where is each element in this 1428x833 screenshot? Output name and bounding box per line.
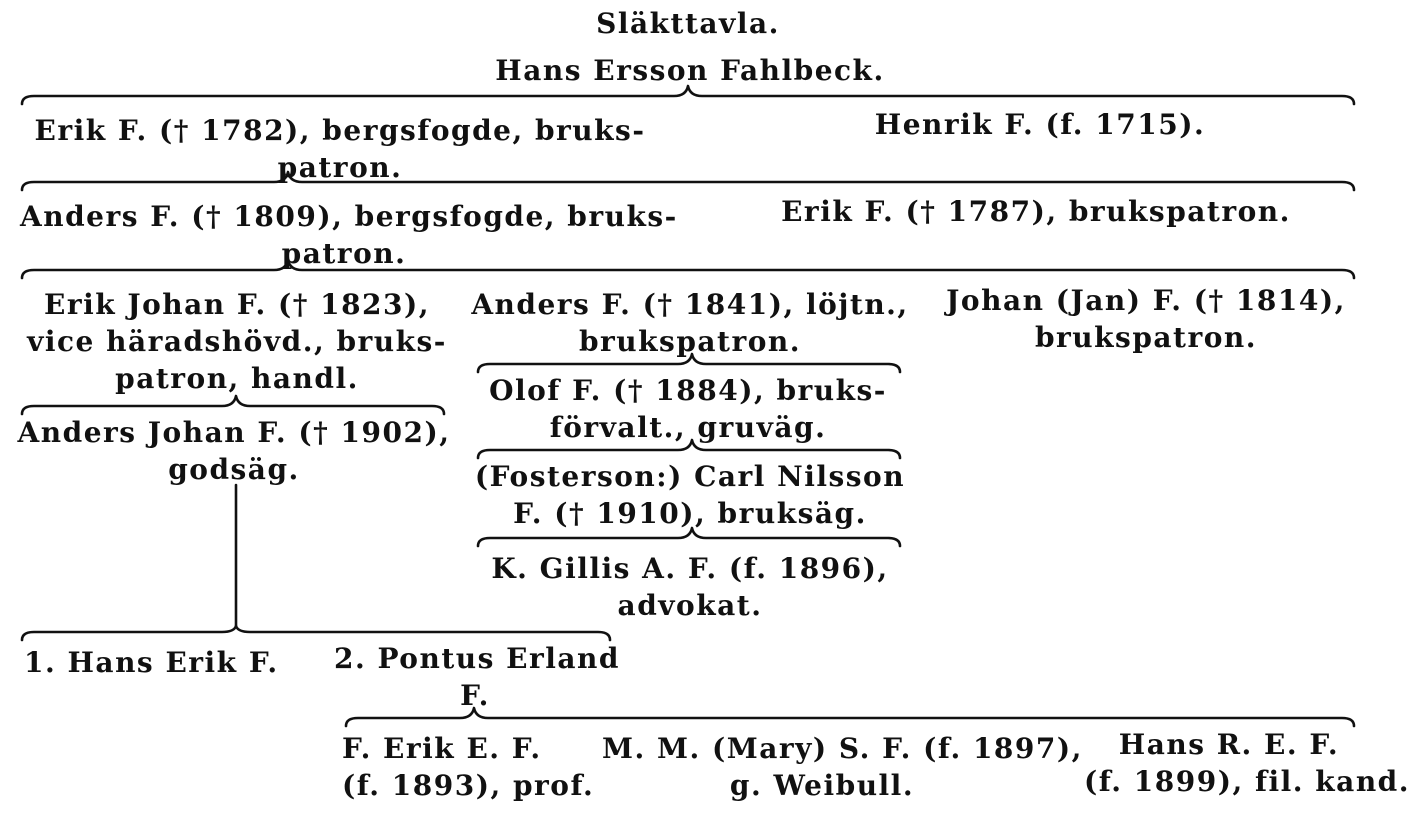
page-title: Släkttavla.	[596, 7, 780, 40]
person-line: brukspatron.	[578, 325, 802, 358]
person-carl-nilsson-1910	[468, 458, 912, 532]
person-line: (f. 1893), prof.	[342, 769, 595, 802]
person-johan-1814	[936, 282, 1356, 356]
person-line: Olof F. († 1884), bruks-	[489, 374, 887, 407]
person-line: patron, handl.	[115, 362, 359, 395]
person-f-erik-1893	[342, 730, 594, 804]
person-erik-johan-1823	[22, 286, 452, 397]
person-line: förvalt., gruväg.	[549, 411, 827, 444]
person-line: patron.	[277, 151, 403, 184]
person-line: Erik F. († 1782), bergsfogde, bruks-	[34, 114, 646, 147]
person-line: F. († 1910), bruksäg.	[513, 497, 867, 530]
person-line: Hans R. E. F.	[1118, 728, 1340, 761]
person-pontus-erland	[334, 640, 620, 714]
person-gillis-1896	[478, 550, 902, 624]
person-anders-1809	[20, 198, 678, 272]
person-line: 2. Pontus Erland	[334, 642, 620, 675]
person-line: M. M. (Mary) S. F. (f. 1897),	[602, 732, 1083, 765]
person-mary-1897	[602, 730, 1083, 804]
person-line: godsäg.	[168, 453, 300, 486]
person-line: advokat.	[617, 589, 763, 622]
person-erik-1787: Erik F. († 1787), brukspatron.	[781, 195, 1291, 228]
person-line: Anders F. († 1809), bergsfogde, bruks-	[20, 200, 678, 233]
person-line: g. Weibull.	[729, 769, 915, 802]
person-hans-r-1899	[1084, 726, 1411, 800]
person-anders-johan-1902	[16, 414, 452, 488]
person-line: (Fosterson:) Carl Nilsson	[474, 460, 906, 493]
person-line: Erik Johan F. († 1823),	[43, 288, 431, 321]
person-line: Anders F. († 1841), löjtn.,	[471, 288, 909, 321]
person-line: patron.	[281, 237, 407, 270]
person-olof-1884	[478, 372, 898, 446]
person-henrik-1715: Henrik F. (f. 1715).	[874, 108, 1206, 141]
person-anders-1841	[468, 286, 912, 360]
person-line: K. Gillis A. F. (f. 1896),	[491, 552, 889, 585]
root-ancestor: Hans Ersson Fahlbeck.	[495, 54, 885, 87]
person-line: F. Erik E. F.	[342, 732, 542, 765]
person-line: F.	[460, 679, 490, 712]
person-hans-erik: 1. Hans Erik F.	[24, 646, 279, 679]
person-line: brukspatron.	[1034, 321, 1258, 354]
brace-erik-johan	[22, 396, 444, 414]
person-line: Johan (Jan) F. († 1814),	[946, 284, 1346, 317]
brace-anders-johan	[22, 626, 610, 640]
person-line: Anders Johan F. († 1902),	[17, 416, 451, 449]
person-line: (f. 1899), fil. kand.	[1084, 765, 1411, 798]
person-erik-1782	[30, 112, 650, 186]
person-line: vice häradshövd., bruks-	[27, 325, 447, 358]
